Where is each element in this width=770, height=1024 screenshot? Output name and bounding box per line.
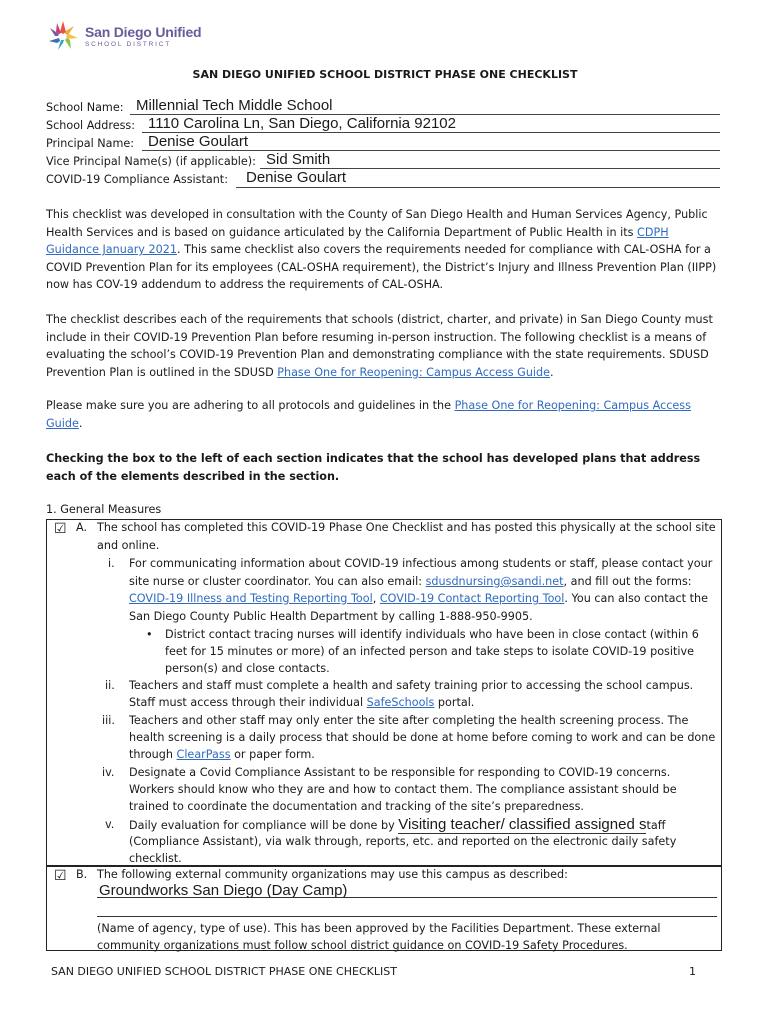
district-logo bbox=[47, 20, 201, 52]
item-iv-line: Workers should know who they are and how to contact them. The compliance assistant should be bbox=[129, 783, 677, 796]
cdph-guidance-link[interactable]: CDPH Guidance January 2021 bbox=[46, 225, 669, 257]
item-iii-line: through ClearPass or paper form. bbox=[129, 748, 315, 761]
section-a-line: The school has completed this COVID-19 Phase One Checklist and has posted this physically at the school site bbox=[97, 521, 716, 534]
intro-paragraph-1: This checklist was developed in consultation with the County of San Diego Health and Human Services Agency, Public Health Services and is based on guidance articulated by the California Department of Public Health in its CDPH Guidance January 2021. This same checklist also covers the requirements needed for compliance with CAL-OSHA for a COVID Prevention Plan for its employees (CAL-OSHA requirement), the District’s Injury and Illness Prevention Plan (IIPP) now has COV-19 addendum to address the requirements of CAL-OSHA. bbox=[46, 208, 717, 292]
section-b-line: community organizations must follow school district guidance on COVID-19 Safety Procedures. bbox=[97, 939, 628, 952]
bullet-icon: • bbox=[146, 628, 153, 641]
community-org-fill-field[interactable]: Groundworks San Diego (Day Camp) bbox=[99, 882, 348, 899]
item-v-line: Daily evaluation for compliance will be done by Visiting teacher/ classified assigned staff bbox=[129, 816, 666, 833]
item-iv-number: iv. bbox=[102, 766, 115, 779]
item-ii-number: ii. bbox=[105, 679, 115, 692]
section-a-line: and online. bbox=[97, 539, 160, 552]
compliance-assistant-label: COVID-19 Compliance Assistant: bbox=[46, 173, 228, 186]
intro-paragraph-3: Please make sure you are adhering to all protocols and guidelines in the Phase One for Reopening: Campus Access Guide. bbox=[46, 399, 691, 430]
item-v-number: v. bbox=[105, 818, 115, 831]
evaluator-fill-field[interactable]: Visiting teacher/ classified assigned s bbox=[398, 816, 647, 833]
logo-name: San Diego Unified bbox=[85, 23, 202, 40]
principal-value: Denise Goulart bbox=[148, 133, 249, 150]
nursing-email-link[interactable]: sdusdnursing@sandi.net bbox=[425, 575, 564, 588]
page-footer: SAN DIEGO UNIFIED SCHOOL DISTRICT PHASE ONE CHECKLIST bbox=[51, 965, 397, 978]
compliance-assistant-field[interactable] bbox=[46, 171, 720, 189]
school-name-label: School Name: bbox=[46, 101, 124, 114]
illness-reporting-tool-link[interactable]: COVID-19 Illness and Testing Reporting Tool bbox=[129, 592, 373, 605]
principal-field[interactable] bbox=[46, 135, 720, 153]
section-a-letter: A. bbox=[76, 521, 88, 534]
document-title: SAN DIEGO UNIFIED SCHOOL DISTRICT PHASE ONE CHECKLIST bbox=[192, 68, 578, 81]
clearpass-link[interactable]: ClearPass bbox=[176, 748, 231, 761]
item-ii-line: Staff must access through their individual SafeSchools portal. bbox=[129, 696, 475, 709]
logo-subtitle: SCHOOL DISTRICT bbox=[85, 40, 171, 48]
section-b-line: The following external community organizations may use this campus as described: bbox=[97, 868, 568, 881]
section-b-line: (Name of agency, type of use). This has been approved by the Facilities Department. These external bbox=[97, 922, 661, 935]
compliance-assistant-value: Denise Goulart bbox=[246, 169, 347, 186]
item-iv-line: Designate a Covid Compliance Assistant to be responsible for responding to COVID-19 concerns. bbox=[129, 766, 671, 779]
vice-principal-label: Vice Principal Name(s) (if applicable): bbox=[46, 155, 256, 168]
safeschools-link[interactable]: SafeSchools bbox=[366, 696, 435, 709]
item-i-line: COVID-19 Illness and Testing Reporting Tool, COVID-19 Contact Reporting Tool. You can also contact the bbox=[129, 592, 708, 605]
school-address-value: 1110 Carolina Ln, San Diego, California 92102 bbox=[148, 115, 456, 132]
bullet-line: feet for 15 minutes or more) of an infected person and take steps to isolate COVID-19 positive bbox=[165, 645, 694, 658]
item-i-number: i. bbox=[108, 557, 115, 570]
instructions-paragraph: Checking the box to the left of each section indicates that the school has developed plans that address each of the elements described in the section. bbox=[46, 452, 701, 483]
bullet-line: District contact tracing nurses will identify individuals who have been in close contact (within 6 bbox=[165, 628, 699, 641]
section-b-checkbox-icon[interactable]: ☑ bbox=[54, 868, 67, 884]
campus-access-guide-link-2[interactable]: Phase One for Reopening: Campus Access Guide bbox=[46, 399, 691, 430]
item-iii-line: health screening is a daily process that should be done at home before coming to work and can be done bbox=[129, 731, 716, 744]
campus-access-guide-link[interactable]: Phase One for Reopening: Campus Access Guide bbox=[277, 365, 551, 379]
section-a-checkbox-icon[interactable]: ☑ bbox=[54, 521, 67, 537]
section-b-letter: B. bbox=[76, 868, 88, 881]
vice-principal-field[interactable] bbox=[46, 153, 720, 171]
item-iv-line: trained to coordinate the documentation and tracking of the site’s preparedness. bbox=[129, 800, 584, 813]
item-i-line: For communicating information about COVID-19 infectious among students or staff, please contact your bbox=[129, 557, 713, 570]
bullet-line: person(s) and close contacts. bbox=[165, 662, 330, 675]
item-ii-line: Teachers and staff must complete a health and safety training prior to accessing the school campus. bbox=[129, 679, 694, 692]
item-iii-number: iii. bbox=[102, 714, 115, 727]
school-address-label: School Address: bbox=[46, 119, 136, 132]
intro-paragraph-2: The checklist describes each of the requirements that schools (district, charter, and private) in San Diego County must include in their COVID-19 Prevention Plan before resuming in-person instruction. The following checklist is a means of evaluating the school’s COVID-19 Prevention Plan and demonstrating compliance with the state requirements. SDUSD Prevention Plan is outlined in the SDUSD Phase One for Reopening: Campus Access Guide. bbox=[46, 313, 713, 379]
page-number: 1 bbox=[689, 965, 696, 978]
principal-label: Principal Name: bbox=[46, 137, 135, 150]
contact-reporting-tool-link[interactable]: COVID-19 Contact Reporting Tool bbox=[379, 592, 565, 605]
item-i-line: site nurse or cluster coordinator. You can also email: sdusdnursing@sandi.net, and fill out the forms: bbox=[129, 575, 692, 588]
starburst-logo-icon bbox=[47, 20, 79, 52]
item-v-line: checklist. bbox=[129, 852, 182, 865]
item-iii-line: Teachers and other staff may only enter the site after completing the health screening process. The bbox=[129, 714, 689, 727]
section-1-heading: 1. General Measures bbox=[46, 503, 162, 516]
vice-principal-value: Sid Smith bbox=[266, 151, 331, 168]
item-i-line: San Diego County Public Health Department by calling 1-888-950-9905. bbox=[129, 610, 533, 623]
school-name-value: Millennial Tech Middle School bbox=[136, 97, 333, 114]
item-v-line: (Compliance Assistant), via walk through, reports, etc. and reported on the electronic daily safety bbox=[129, 835, 677, 848]
